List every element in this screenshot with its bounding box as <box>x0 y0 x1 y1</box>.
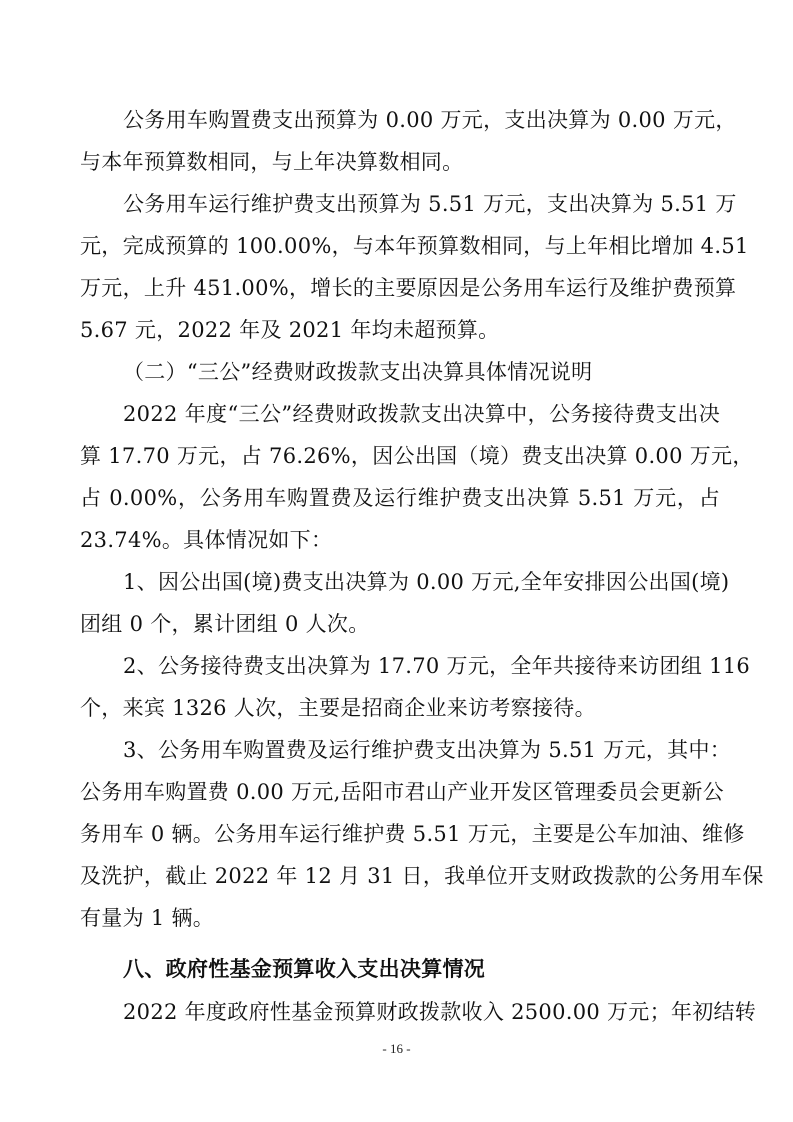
paragraph-line: 公务用车购置费 0.00 万元,岳阳市君山产业开发区管理委员会更新公 <box>80 780 724 804</box>
page-number: - 16 - <box>382 1041 411 1056</box>
paragraph-line: 2022 年度“三公”经费财政拨款支出决算中，公务接待费支出决 <box>123 402 720 426</box>
paragraph-line: 有量为 1 辆。 <box>80 906 215 930</box>
paragraph-line: 2022 年度政府性基金预算财政拨款收入 2500.00 万元；年初结转 <box>123 1000 757 1024</box>
paragraph-line: 2、公务接待费支出决算为 17.70 万元，全年共接待来访团组 116 <box>123 654 751 678</box>
paragraph-line: 务用车 0 辆。公务用车运行维护费 5.51 万元，主要是公车加油、维修 <box>80 822 745 846</box>
section-subheading: （二）“三公”经费财政拨款支出决算具体情况说明 <box>123 360 593 384</box>
paragraph-line: 公务用车购置费支出预算为 0.00 万元，支出决算为 0.00 万元， <box>123 108 737 132</box>
paragraph-line: 个，来宾 1326 人次，主要是招商企业来访考察接待。 <box>80 696 596 720</box>
paragraph-line: 及洗护，截止 2022 年 12 月 31 日，我单位开支财政拨款的公务用车保 <box>80 864 764 888</box>
section-heading: 八、政府性基金预算收入支出决算情况 <box>123 957 486 981</box>
paragraph-line: 万元，上升 451.00%，增长的主要原因是公务用车运行及维护费预算 <box>80 276 737 300</box>
paragraph-line: 3、公务用车购置费及运行维护费支出决算为 5.51 万元，其中： <box>123 738 732 762</box>
paragraph-line: 1、因公出国(境)费支出决算为 0.00 万元,全年安排因公出国(境) <box>123 570 730 594</box>
paragraph-line: 元，完成预算的 100.00%，与本年预算数相同，与上年相比增加 4.51 <box>80 234 749 258</box>
paragraph-line: 团组 0 个，累计团组 0 人次。 <box>80 612 370 636</box>
paragraph-line: 算 17.70 万元，占 76.26%，因公出国（境）费支出决算 0.00 万元， <box>80 444 754 468</box>
paragraph-line: 5.67 元，2022 年及 2021 年均未超预算。 <box>80 318 500 342</box>
paragraph-line: 公务用车运行维护费支出预算为 5.51 万元，支出决算为 5.51 万 <box>123 192 737 216</box>
paragraph-line: 与本年预算数相同，与上年决算数相同。 <box>80 150 464 174</box>
paragraph-line: 占 0.00%，公务用车购置费及运行维护费支出决算 5.51 万元，占 <box>80 486 720 510</box>
paragraph-line: 23.74%。具体情况如下： <box>80 528 333 552</box>
